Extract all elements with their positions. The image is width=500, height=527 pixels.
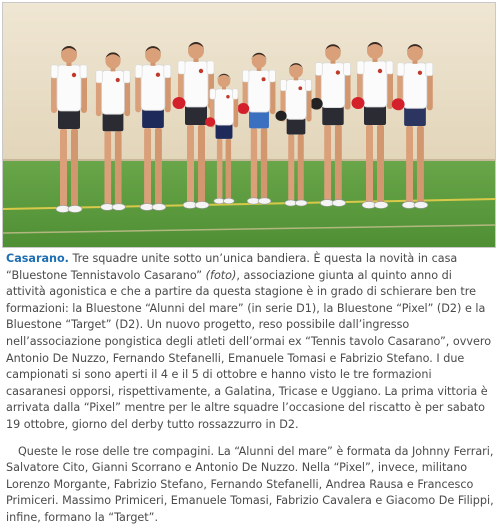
article-text <box>6 251 494 527</box>
photo-reference: (foto) <box>202 268 237 282</box>
article-paragraph-1: Casarano. Tre squadre unite sotto un’unica bandiera. È questa la novità in casa “Bluestone Tennistavolo Casarano” (foto), associazione giunta al quinto anno di attività agonistica e che a partire da questa stagione è in grado di schierare ben tre formazioni: la Bluestone “Alunni del mare” (in serie D1), la Bluestone “Pixel” (D2) e la Bluestone “Target” (D2). Un nuovo progetto, reso possibile dall’ingresso nell’associazione pongistica degli atleti dell’ormai ex “Tennis tavolo Casarano”, ovvero Antonio De Nuzzo, Fernando Stefanelli, Emanuele Tomasi e Fabrizio Stefano. I due campionati si sono aperti il 4 e il 5 di ottobre e hanno visto le tre formazioni casaranesi opporsi, rispettivamente, a Galatina, Tricase e Uggiano. La prima vittoria è arrivata dalla “Pixel” mentre per le altre squadre l’occasione del riscatto è per sabato 19 ottobre, giorno del derby tutto rossazzurro in D2. <box>6 252 492 431</box>
team-photo-frame <box>2 2 496 248</box>
team-photo <box>3 3 495 247</box>
article-paragraph-2: Queste le rose delle tre compagini. La “Alunni del mare” è formata da Johnny Ferrari, Salvatore Cito, Gianni Scorrano e Antonio De Nuzzo. Nella “Pixel”, invece, militano Lorenzo Morgante, Fabrizio Stefano, Fernando Stefanelli, Andrea Rausa e Francesco Primiceri. Massimo Primiceri, Emanuele Tomasi, Fabrizio Cavalera e Giacomo De Filippi, infine, formano la “Target”. <box>6 444 494 524</box>
article-lead: Casarano. <box>6 252 69 265</box>
